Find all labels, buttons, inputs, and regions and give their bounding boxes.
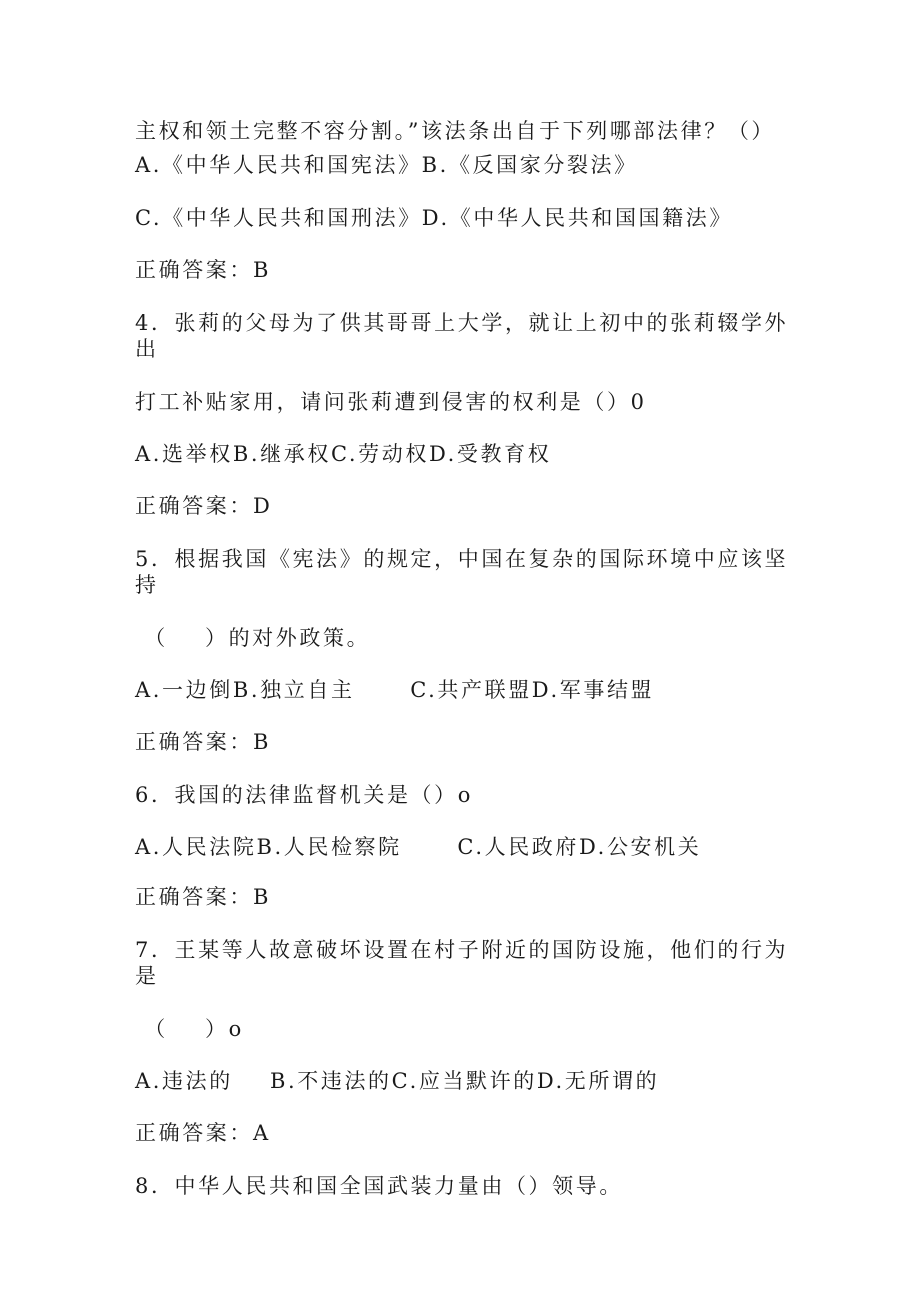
question-4-text: 4．张莉的父母为了供其哥哥上大学，就让上初中的张莉辍学外 [135, 311, 789, 335]
question-3-continuation: 主权和领土完整不容分割。”该法条出自于下列哪部法律？（） [135, 119, 776, 143]
question-7-text-cont: （ ）o [135, 1017, 244, 1041]
question-6-options: A.人民法院B.人民检察院 C.人民政府D.公安机关 [135, 835, 702, 859]
question-5-text-cont: （ ）的对外政策。 [135, 626, 371, 650]
question-6-text: 6．我国的法律监督机关是（）o [135, 783, 474, 807]
question-6-answer: 正确答案：B [135, 885, 272, 909]
question-7-text-wrap: 是 [135, 964, 159, 988]
question-8-text: 8．中华人民共和国全国武装力量由（）领导。 [135, 1174, 623, 1198]
question-3-options-cd: C.《中华人民共和国刑法》D.《中华人民共和国国籍法》 [135, 206, 733, 230]
question-7-text: 7．王某等人故意破坏设置在村子附近的国防设施，他们的行为 [135, 938, 789, 962]
question-4-text-wrap: 出 [135, 337, 159, 361]
question-5-options: A.一边倒B.独立自主 C.共产联盟D.军事结盟 [135, 678, 655, 702]
question-5-text: 5．根据我国《宪法》的规定，中国在复杂的国际环境中应该坚 [135, 547, 789, 571]
question-3-answer: 正确答案：B [135, 258, 272, 282]
question-7-answer: 正确答案：A [135, 1121, 271, 1145]
question-4-text-cont: 打工补贴家用，请问张莉遭到侵害的权利是（）0 [135, 390, 647, 414]
question-5-answer: 正确答案：B [135, 730, 272, 754]
question-5-text-wrap: 持 [135, 573, 159, 597]
question-7-options: A.违法的 B.不违法的C.应当默许的D.无所谓的 [135, 1069, 660, 1093]
question-4-answer: 正确答案：D [135, 494, 273, 518]
question-4-options: A.选举权B.继承权C.劳动权D.受教育权 [135, 442, 552, 466]
question-3-options-ab: A.《中华人民共和国宪法》B.《反国家分裂法》 [135, 153, 638, 177]
